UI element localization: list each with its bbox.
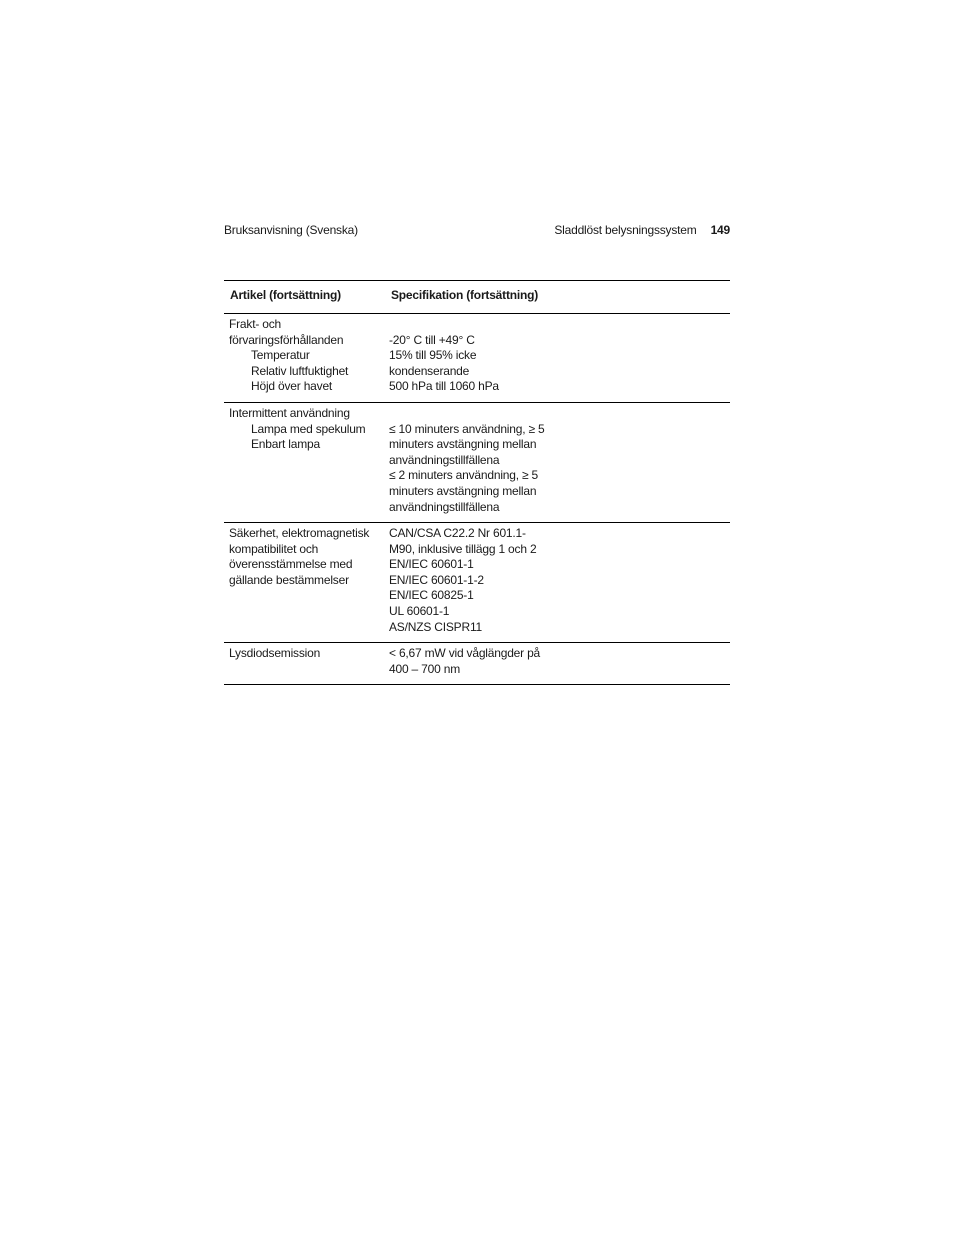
row-spec-line: 15% till 95% icke	[389, 348, 477, 363]
row-spec-line: 400 – 700 nm	[389, 661, 460, 676]
row-sub-item: Lampa med spekulum	[251, 421, 366, 436]
header-manual-title: Bruksanvisning (Svenska)	[224, 223, 358, 237]
row-spec-line: EN/IEC 60601-1-2	[389, 572, 484, 587]
row-item-cell	[229, 526, 379, 588]
row-spec-line: M90, inklusive tillägg 1 och 2	[389, 541, 537, 556]
table-row-intermittent-use	[224, 403, 730, 523]
table-row-storage-conditions	[224, 314, 730, 403]
row-spec-line: minuters avstängning mellan	[389, 437, 537, 452]
header-product-name: Sladdlöst belysningssystem	[554, 223, 697, 237]
row-item-line: förvaringsförhållanden	[229, 332, 344, 347]
row-sub-item: Relativ luftfuktighet	[251, 363, 349, 378]
row-item-line: gällande bestämmelser	[229, 572, 349, 587]
table-row-led-emission	[224, 643, 730, 685]
row-item-line: Lysdiodsemission	[229, 646, 321, 660]
row-spec-line: minuters avstängning mellan	[389, 483, 537, 498]
row-spec-line: < 6,67 mW vid våglängder på	[389, 646, 541, 660]
row-spec-spacer	[389, 406, 559, 422]
row-spec-line: ≤ 2 minuters användning, ≥ 5	[389, 468, 538, 483]
specification-table	[224, 280, 730, 685]
row-spec-line: UL 60601-1	[389, 603, 450, 618]
row-spec-cell	[389, 526, 559, 635]
row-spec-line: -20° C till +49° C	[389, 332, 475, 347]
row-item-line: Frakt- och	[229, 317, 282, 331]
running-header	[224, 222, 730, 238]
table-row-safety-emc	[224, 523, 730, 643]
row-spec-line: kondenserande	[389, 363, 470, 378]
row-spec-line: CAN/CSA C22.2 Nr 601.1-	[389, 526, 526, 540]
row-item-cell	[229, 317, 379, 395]
page-number: 149	[710, 223, 730, 237]
row-item-line: Säkerhet, elektromagnetisk	[229, 526, 370, 540]
row-spec-line: AS/NZS CISPR11	[389, 619, 483, 634]
row-spec-line: EN/IEC 60825-1	[389, 588, 474, 603]
row-sub-item: Höjd över havet	[251, 379, 333, 394]
row-spec-cell	[389, 406, 559, 515]
row-spec-line: EN/IEC 60601-1	[389, 557, 474, 572]
row-item-line: kompatibilitet och	[229, 541, 319, 556]
row-spec-cell	[389, 317, 559, 395]
row-spec-line: användningstillfällena	[389, 452, 500, 467]
table-header-row	[224, 281, 730, 314]
row-item-cell	[229, 406, 379, 453]
row-spec-line: 500 hPa till 1060 hPa	[389, 379, 499, 394]
row-sub-item: Enbart lampa	[251, 437, 320, 452]
row-spec-spacer	[389, 317, 559, 333]
column-header-item: Artikel (fortsättning)	[230, 288, 341, 302]
column-header-specification: Specifikation (fortsättning)	[391, 288, 539, 302]
row-spec-cell	[389, 646, 559, 677]
row-item-line: Intermittent användning	[229, 406, 350, 420]
row-sub-item: Temperatur	[251, 348, 310, 363]
row-item-line: överensstämmelse med	[229, 557, 353, 572]
row-spec-line: ≤ 10 minuters användning, ≥ 5	[389, 421, 545, 436]
row-item-cell	[229, 646, 379, 662]
row-spec-line: användningstillfällena	[389, 499, 500, 514]
header-right-group	[554, 222, 730, 238]
